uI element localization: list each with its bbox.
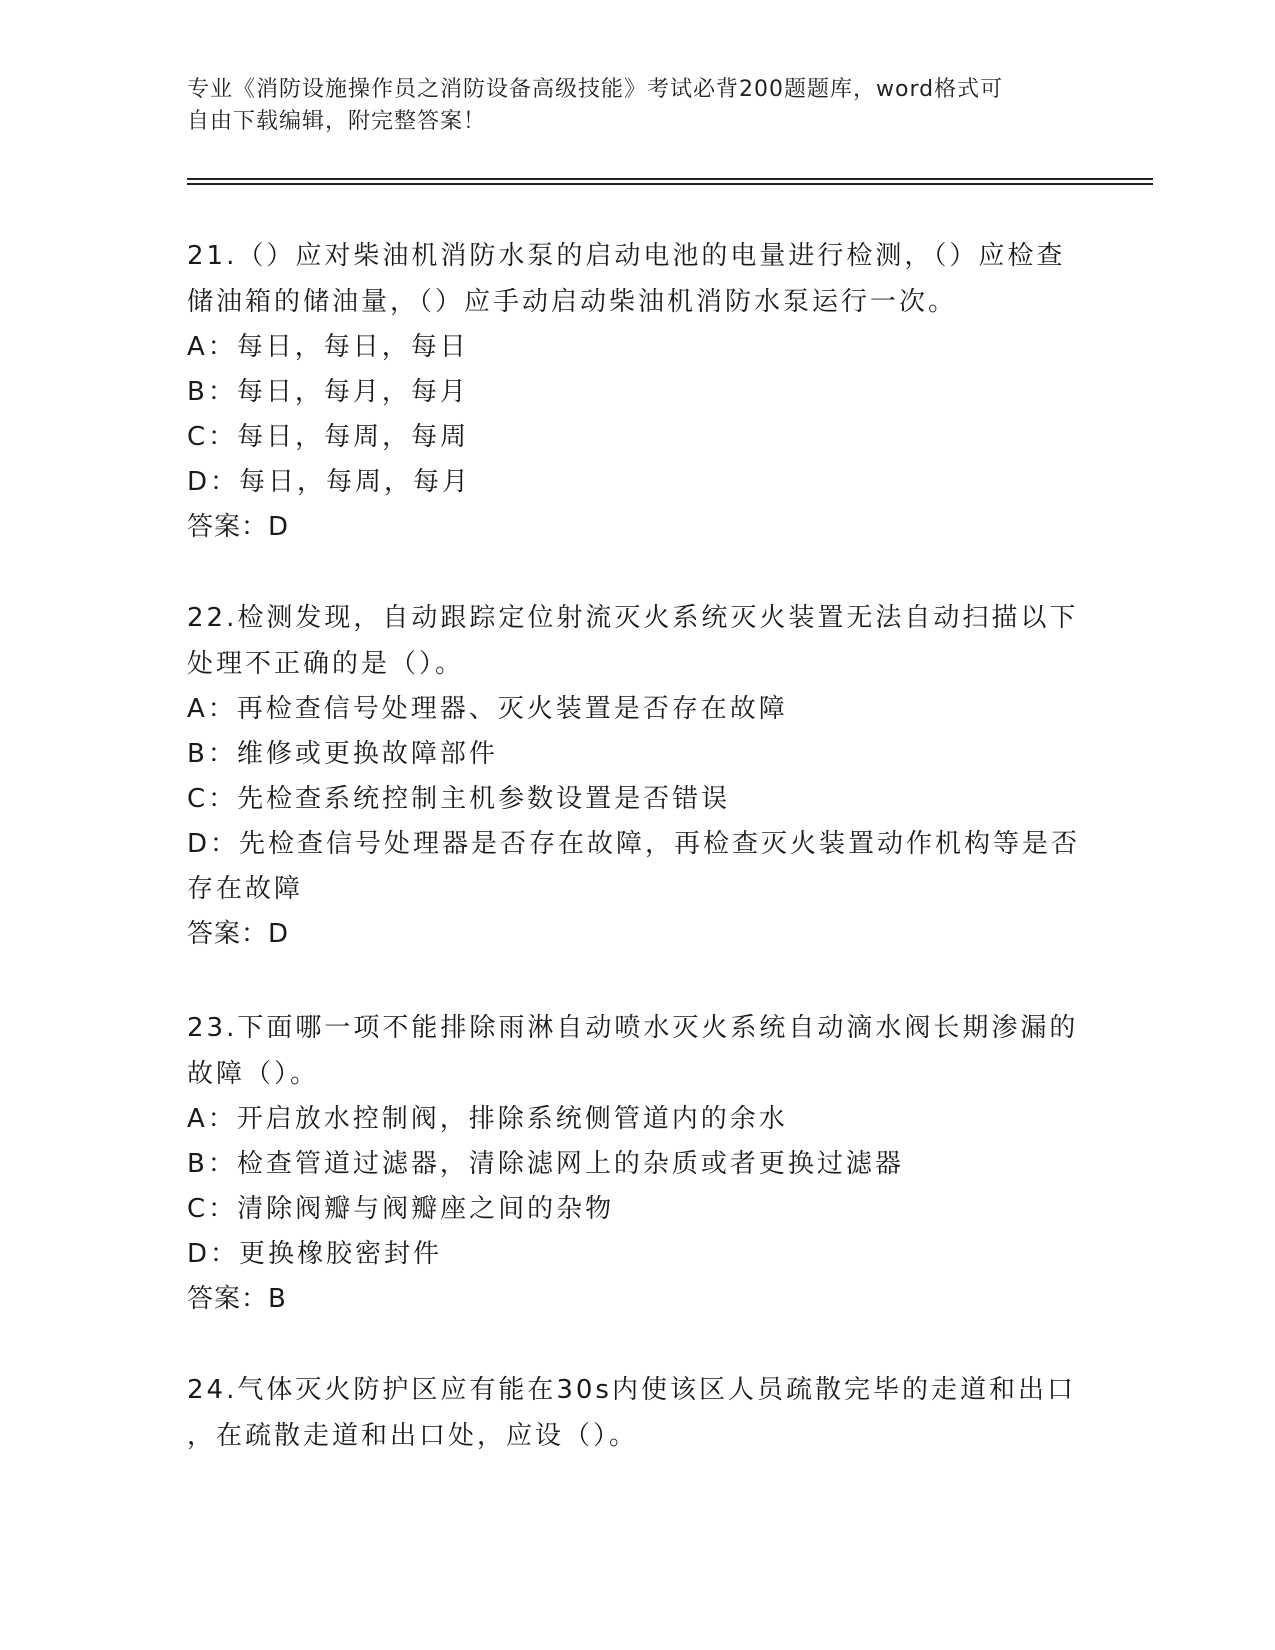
question-stem-line: 22.检测发现，自动跟踪定位射流灭火系统灭火装置无法自动扫描以下 <box>187 603 1079 633</box>
option-d: D：更换橡胶密封件 <box>187 1239 443 1269</box>
header-divider-bottom <box>187 183 1153 185</box>
option-d-continued: 存在故障 <box>187 874 304 904</box>
option-c: C：清除阀瓣与阀瓣座之间的杂物 <box>187 1194 615 1224</box>
question-stem-line: 故障（）。 <box>187 1059 320 1089</box>
question-stem-line: 储油箱的储油量，（）应手动启动柴油机消防水泵运行一次。 <box>187 287 958 317</box>
header-line-2: 自由下载编辑，附完整答案！ <box>187 109 487 134</box>
document-header <box>187 74 1067 138</box>
option-a: A：开启放水控制阀，排除系统侧管道内的余水 <box>187 1104 788 1134</box>
option-d: D：先检查信号处理器是否存在故障，再检查灭火装置动作机构等是否 <box>187 829 1081 859</box>
answer-label: 答案：D <box>187 919 290 949</box>
answer-label: 答案：D <box>187 512 290 542</box>
header-line-1: 专业《消防设施操作员之消防设备高级技能》考试必背200题题库，word格式可 <box>187 77 1004 102</box>
question-22 <box>187 595 1087 957</box>
option-c: C：先检查系统控制主机参数设置是否错误 <box>187 784 731 814</box>
header-divider-top <box>187 178 1153 180</box>
question-stem-line: 处理不正确的是（）。 <box>187 649 465 679</box>
option-b: B：检查管道过滤器，清除滤网上的杂质或者更换过滤器 <box>187 1149 904 1179</box>
option-b: B：每日，每月，每月 <box>187 377 469 407</box>
question-stem-line: 23.下面哪一项不能排除雨淋自动喷水灭火系统自动滴水阀长期渗漏的 <box>187 1013 1079 1043</box>
answer-label: 答案：B <box>187 1284 287 1314</box>
option-a: A：每日，每日，每日 <box>187 332 469 362</box>
option-b: B：维修或更换故障部件 <box>187 739 498 769</box>
question-24 <box>187 1367 1087 1459</box>
option-a: A：再检查信号处理器、灭火装置是否存在故障 <box>187 694 788 724</box>
option-d: D：每日，每周，每月 <box>187 467 472 497</box>
question-stem-line: ，在疏散走道和出口处，应设（）。 <box>187 1421 639 1451</box>
question-stem-line: 21.（）应对柴油机消防水泵的启动电池的电量进行检测，（）应检查 <box>187 241 1066 271</box>
question-23 <box>187 1005 1087 1322</box>
question-21 <box>187 233 1087 550</box>
question-stem-line: 24.气体灭火防护区应有能在30s内使该区人员疏散完毕的走道和出口 <box>187 1375 1076 1405</box>
option-c: C：每日，每周，每周 <box>187 422 470 452</box>
